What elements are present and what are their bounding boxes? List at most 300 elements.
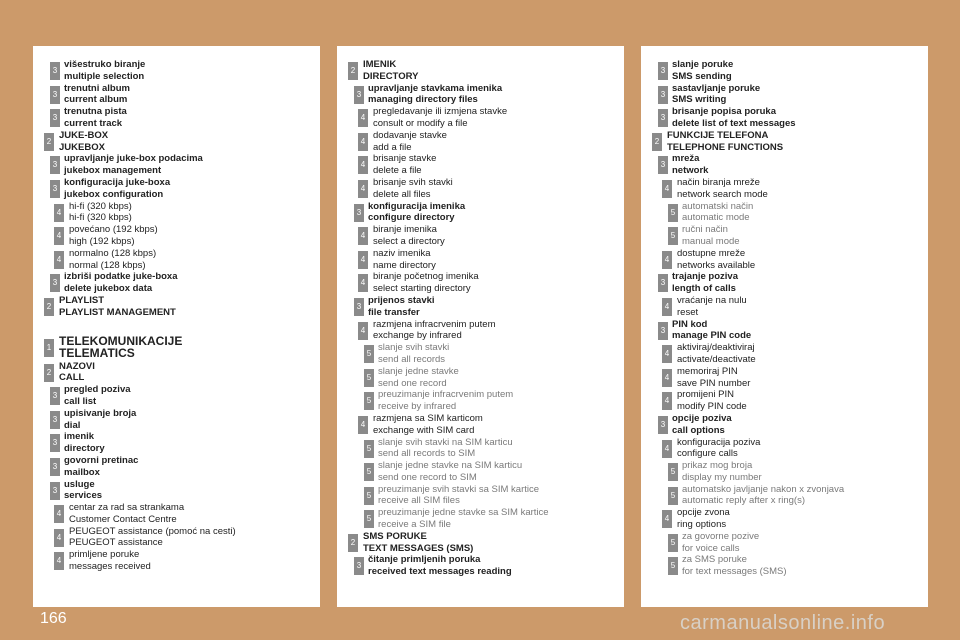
entry-line-english: current album (64, 94, 128, 106)
entry-text (682, 201, 928, 225)
menu-entry (337, 248, 624, 272)
menu-entry (337, 59, 624, 83)
level-badge: 3 (658, 62, 668, 80)
menu-entry (337, 83, 624, 107)
entry-line-english: call list (64, 395, 97, 407)
entry-line-local: upravljanje stavkama imenika (368, 82, 503, 94)
entry-line-local: za govorne pozive (682, 530, 760, 542)
entry-line-local: preuzimanje infracrvenim putem (378, 389, 514, 401)
entry-line-english: manage PIN code (672, 330, 752, 342)
menu-entry (337, 177, 624, 201)
entry-line-english: send one record to SIM (378, 471, 477, 483)
menu-entry (641, 224, 928, 248)
menu-entry (33, 271, 320, 295)
entry-text (672, 153, 928, 177)
level-badge: 3 (50, 434, 60, 452)
entry-line-local: razmjena sa SIM karticom (373, 412, 483, 424)
level-badge: 3 (50, 86, 60, 104)
entry-line-local: trenutni album (64, 82, 130, 94)
level-badge: 5 (668, 487, 678, 505)
menu-entry (337, 271, 624, 295)
menu-entry (337, 224, 624, 248)
entry-line-local: izbriši podatke juke-boxa (64, 271, 178, 283)
entry-text (368, 295, 624, 319)
entry-text (64, 384, 320, 408)
entry-line-english: directory (64, 443, 105, 455)
entry-line-english: TELEPHONE FUNCTIONS (667, 141, 784, 153)
entry-line-english: dial (64, 419, 81, 431)
entry-line-english: Customer Contact Centre (69, 513, 177, 525)
menu-entry (641, 366, 928, 390)
entry-line-english: select a directory (373, 235, 445, 247)
level-badge: 3 (658, 109, 668, 127)
level-badge: 4 (358, 251, 368, 269)
level-badge: 2 (348, 62, 358, 80)
menu-column-1 (33, 46, 320, 607)
entry-text (59, 361, 320, 385)
level-badge: 5 (668, 557, 678, 575)
entry-line-local: mreža (672, 153, 700, 165)
menu-entry (641, 437, 928, 461)
level-badge: 4 (54, 505, 64, 523)
entry-line-local: imenik (64, 431, 95, 443)
menu-entry (337, 153, 624, 177)
entry-line-english: networks available (677, 259, 756, 271)
menu-entry (337, 484, 624, 508)
menu-entry (33, 59, 320, 83)
entry-text (677, 342, 928, 366)
level-badge: 4 (662, 251, 672, 269)
level-badge: 3 (658, 274, 668, 292)
entry-text (373, 319, 624, 343)
entry-text (677, 507, 928, 531)
entry-text (672, 59, 928, 83)
entry-line-english: length of calls (672, 283, 736, 295)
entry-line-english: network search mode (677, 188, 768, 200)
entry-line-english: modify PIN code (677, 401, 747, 413)
entry-line-local: trenutna pista (64, 106, 127, 118)
entry-line-english: hi-fi (320 kbps) (69, 212, 132, 224)
menu-entry (641, 271, 928, 295)
menu-entry (33, 295, 320, 319)
entry-line-local: centar za rad sa strankama (69, 502, 185, 514)
entry-text (69, 248, 320, 272)
watermark: carmanualsonline.info (680, 612, 886, 634)
entry-line-local: PLAYLIST (59, 294, 105, 306)
entry-text (682, 554, 928, 578)
entry-line-local: IMENIK (363, 59, 397, 70)
entry-line-local: način biranja mreže (677, 176, 760, 188)
entry-line-local: upisivanje broja (64, 407, 137, 419)
entry-text (64, 479, 320, 503)
entry-text (363, 59, 624, 83)
level-badge: 2 (44, 364, 54, 382)
entry-line-english: delete a file (373, 165, 422, 177)
entry-text (677, 366, 928, 390)
level-badge: 5 (668, 227, 678, 245)
menu-entry (337, 531, 624, 555)
menu-entry (33, 455, 320, 479)
menu-entry (33, 153, 320, 177)
level-badge: 4 (54, 552, 64, 570)
entry-line-english: configure calls (677, 448, 738, 460)
level-badge: 4 (662, 369, 672, 387)
level-badge: 3 (50, 62, 60, 80)
level-badge: 3 (354, 204, 364, 222)
menu-entry (33, 361, 320, 385)
level-badge: 3 (50, 156, 60, 174)
entry-line-local: opcije zvona (677, 507, 730, 519)
menu-entry (33, 224, 320, 248)
entry-line-local: opcije poziva (672, 412, 732, 424)
level-badge: 4 (358, 109, 368, 127)
menu-entry (337, 554, 624, 578)
level-badge: 5 (364, 440, 374, 458)
entry-line-english: multiple selection (64, 70, 145, 82)
entry-line-local: promijeni PIN (677, 389, 735, 401)
entry-line-english: mailbox (64, 466, 100, 478)
entry-line-local: FUNKCIJE TELEFONA (667, 129, 769, 141)
entry-line-local: SMS PORUKE (363, 530, 427, 542)
entry-line-local: TELEKOMUNIKACIJE (59, 333, 183, 348)
entry-text (59, 130, 320, 154)
menu-entry (641, 201, 928, 225)
menu-entry (641, 484, 928, 508)
entry-line-english: name directory (373, 259, 436, 271)
entry-text (378, 460, 624, 484)
menu-entry (641, 389, 928, 413)
entry-line-english: call options (672, 424, 725, 436)
entry-line-english: PEUGEOT assistance (69, 537, 163, 549)
entry-line-english: SMS sending (672, 70, 732, 82)
menu-entry (337, 507, 624, 531)
level-badge: 4 (358, 133, 368, 151)
entry-line-local: naziv imenika (373, 247, 431, 259)
entry-text (373, 130, 624, 154)
entry-line-local: normalno (128 kbps) (69, 247, 157, 259)
entry-text (672, 271, 928, 295)
level-badge: 4 (358, 180, 368, 198)
menu-entry (641, 531, 928, 555)
entry-text (677, 295, 928, 319)
entry-line-english: select starting directory (373, 283, 471, 295)
entry-line-local: konfiguracija juke-boxa (64, 176, 171, 188)
entry-line-local: aktiviraj/deaktiviraj (677, 342, 755, 354)
entry-line-english: DIRECTORY (363, 70, 419, 82)
menu-entry (337, 389, 624, 413)
level-badge: 5 (364, 369, 374, 387)
entry-text (64, 431, 320, 455)
entry-line-local: preuzimanje svih stavki sa SIM kartice (378, 483, 540, 495)
menu-entry (641, 106, 928, 130)
entry-text (682, 531, 928, 555)
menu-entry (33, 335, 320, 359)
entry-line-local: slanje poruke (672, 59, 734, 70)
entry-text (677, 389, 928, 413)
entry-text (64, 177, 320, 201)
level-badge: 4 (358, 227, 368, 245)
entry-text (378, 484, 624, 508)
menu-entry (33, 201, 320, 225)
entry-line-local: brisanje stavke (373, 153, 437, 165)
entry-line-local: automatsko javljanje nakon x zvonjava (682, 483, 845, 495)
entry-text (59, 295, 320, 319)
entry-line-english: activate/deactivate (677, 353, 756, 365)
entry-line-local: primljene poruke (69, 549, 140, 561)
entry-line-local: povećano (192 kbps) (69, 224, 158, 236)
level-badge: 3 (354, 557, 364, 575)
entry-text (373, 413, 624, 437)
entry-line-local: pregledavanje ili izmjena stavke (373, 106, 508, 118)
entry-line-english: automatic reply after x ring(s) (682, 495, 806, 507)
level-badge: 3 (50, 411, 60, 429)
entry-text (682, 460, 928, 484)
menu-entry (641, 248, 928, 272)
entry-text (378, 507, 624, 531)
entry-line-english: network (672, 165, 709, 177)
entry-text (373, 106, 624, 130)
entry-text (64, 455, 320, 479)
entry-line-english: display my number (682, 471, 762, 483)
entry-line-english: send all records to SIM (378, 448, 476, 460)
entry-line-local: brisanje popisa poruka (672, 106, 776, 118)
entry-line-local: PEUGEOT assistance (pomoć na cesti) (69, 525, 236, 537)
entry-line-english: consult or modify a file (373, 117, 468, 129)
level-badge: 4 (662, 510, 672, 528)
menu-entry (33, 408, 320, 432)
entry-line-english: SMS writing (672, 94, 727, 106)
entry-text (682, 484, 928, 508)
level-badge: 3 (658, 322, 668, 340)
menu-entry (337, 295, 624, 319)
entry-line-local: NAZOVI (59, 360, 95, 372)
entry-line-local: dostupne mreže (677, 247, 746, 259)
entry-text (64, 408, 320, 432)
menu-entry (337, 201, 624, 225)
menu-entry (641, 153, 928, 177)
menu-column-2 (337, 46, 624, 607)
entry-text (64, 59, 320, 83)
level-badge: 4 (54, 251, 64, 269)
entry-line-english: CALL (59, 372, 85, 384)
entry-line-local: preuzimanje jedne stavke sa SIM kartice (378, 507, 549, 519)
entry-line-english: automatic mode (682, 212, 750, 224)
level-badge: 4 (358, 416, 368, 434)
entry-line-english: TELEMATICS (59, 345, 135, 360)
menu-entry (641, 130, 928, 154)
menu-entry (641, 507, 928, 531)
entry-line-local: PIN kod (672, 318, 708, 330)
level-badge: 4 (662, 440, 672, 458)
entry-line-english: manual mode (682, 235, 740, 247)
level-badge: 3 (658, 416, 668, 434)
menu-entry (337, 319, 624, 343)
entry-line-english: current track (64, 117, 123, 129)
level-badge: 5 (364, 463, 374, 481)
menu-entry (33, 384, 320, 408)
menu-entry (33, 83, 320, 107)
entry-text (373, 248, 624, 272)
level-badge: 3 (50, 274, 60, 292)
menu-entry (33, 502, 320, 526)
menu-entry (641, 59, 928, 83)
entry-line-local: slanje svih stavki na SIM karticu (378, 436, 513, 448)
entry-text (69, 502, 320, 526)
entry-line-english: JUKEBOX (59, 141, 105, 153)
entry-text (64, 153, 320, 177)
entry-line-local: JUKE-BOX (59, 129, 109, 141)
entry-line-english: reset (677, 306, 699, 318)
menu-entry (33, 479, 320, 503)
entry-line-english: messages received (69, 561, 151, 573)
entry-text (682, 224, 928, 248)
level-badge: 3 (658, 156, 668, 174)
entry-text (672, 106, 928, 130)
level-badge: 3 (50, 387, 60, 405)
entry-line-english: send one record (378, 377, 447, 389)
level-badge: 1 (44, 339, 54, 357)
menu-entry (337, 437, 624, 461)
entry-text (373, 177, 624, 201)
entry-text (64, 106, 320, 130)
entry-line-local: konfiguracija poziva (677, 436, 761, 448)
entry-line-english: services (64, 490, 103, 502)
level-badge: 3 (354, 86, 364, 104)
menu-entry (337, 342, 624, 366)
entry-line-english: receive by infrared (378, 401, 457, 413)
entry-text (368, 83, 624, 107)
entry-line-local: biranje početnog imenika (373, 271, 479, 283)
level-badge: 5 (364, 345, 374, 363)
level-badge: 4 (662, 298, 672, 316)
level-badge: 3 (50, 458, 60, 476)
level-badge: 4 (54, 227, 64, 245)
entry-line-local: usluge (64, 478, 95, 490)
level-badge: 4 (54, 529, 64, 547)
entry-text (69, 549, 320, 573)
entry-line-english: high (192 kbps) (69, 235, 135, 247)
level-badge: 3 (658, 86, 668, 104)
level-badge: 4 (662, 180, 672, 198)
entry-line-local: hi-fi (320 kbps) (69, 200, 132, 212)
menu-entry (33, 130, 320, 154)
menu-entry (33, 177, 320, 201)
menu-entry (33, 526, 320, 550)
level-badge: 5 (364, 510, 374, 528)
entry-line-english: for text messages (SMS) (682, 566, 787, 578)
entry-text (677, 248, 928, 272)
entry-text (59, 335, 320, 359)
level-badge: 3 (354, 298, 364, 316)
entry-line-english: delete all files (373, 188, 431, 200)
entry-line-english: send all records (378, 353, 446, 365)
level-badge: 4 (54, 204, 64, 222)
entry-text (69, 201, 320, 225)
entry-line-english: configure directory (368, 212, 455, 224)
entry-text (672, 83, 928, 107)
entry-line-english: for voice calls (682, 542, 740, 554)
level-badge: 3 (50, 109, 60, 127)
entry-text (373, 153, 624, 177)
entry-text (69, 526, 320, 550)
level-badge: 4 (358, 274, 368, 292)
menu-entry (33, 431, 320, 455)
menu-entry (641, 342, 928, 366)
entry-line-local: prijenos stavki (368, 294, 435, 306)
entry-line-english: exchange by infrared (373, 330, 462, 342)
menu-entry (337, 106, 624, 130)
entry-line-english: file transfer (368, 306, 420, 318)
entry-text (373, 271, 624, 295)
entry-line-local: biranje imenika (373, 224, 437, 236)
level-badge: 2 (44, 133, 54, 151)
entry-text (378, 366, 624, 390)
entry-line-local: slanje jedne stavke (378, 365, 459, 377)
entry-line-local: slanje jedne stavke na SIM karticu (378, 460, 523, 472)
menu-entry (641, 413, 928, 437)
level-badge: 5 (668, 463, 678, 481)
entry-line-local: konfiguracija imenika (368, 200, 466, 212)
entry-line-local: trajanje poziva (672, 271, 738, 283)
entry-line-english: delete list of text messages (672, 117, 796, 129)
entry-line-local: memoriraj PIN (677, 365, 738, 377)
entry-line-english: normal (128 kbps) (69, 259, 146, 271)
entry-line-english: receive a SIM file (378, 519, 451, 531)
entry-line-english: ring options (677, 519, 727, 531)
entry-line-local: razmjena infracrvenim putem (373, 318, 496, 330)
level-badge: 3 (50, 482, 60, 500)
entry-text (677, 437, 928, 461)
entry-text (363, 531, 624, 555)
level-badge: 2 (652, 133, 662, 151)
menu-entry (641, 295, 928, 319)
entry-text (368, 554, 624, 578)
entry-line-local: upravljanje juke-box podacima (64, 153, 203, 165)
entry-text (677, 177, 928, 201)
entry-line-local: brisanje svih stavki (373, 176, 453, 188)
entry-line-local: sastavljanje poruke (672, 82, 761, 94)
page-number: 166 (40, 610, 67, 627)
entry-text (368, 201, 624, 225)
entry-text (378, 342, 624, 366)
menu-entry (337, 366, 624, 390)
level-badge: 2 (348, 534, 358, 552)
entry-text (378, 437, 624, 461)
entry-line-local: slanje svih stavki (378, 342, 450, 354)
entry-line-local: višestruko biranje (64, 59, 146, 70)
level-badge: 4 (662, 345, 672, 363)
menu-entry (337, 130, 624, 154)
entry-line-local: ručni način (682, 224, 728, 236)
entry-line-english: jukebox configuration (64, 188, 164, 200)
level-badge: 5 (364, 392, 374, 410)
entry-line-english: jukebox management (64, 165, 162, 177)
entry-line-local: za SMS poruke (682, 554, 747, 566)
menu-entry (641, 554, 928, 578)
entry-line-english: exchange with SIM card (373, 424, 475, 436)
entry-line-english: TEXT MESSAGES (SMS) (363, 542, 474, 554)
entry-line-english: PLAYLIST MANAGEMENT (59, 306, 176, 318)
entry-line-local: govorni pretinac (64, 454, 139, 466)
entry-text (373, 224, 624, 248)
menu-entry (641, 460, 928, 484)
entry-line-english: received text messages reading (368, 566, 512, 578)
entry-line-english: receive all SIM files (378, 495, 460, 507)
entry-text (64, 271, 320, 295)
level-badge: 5 (668, 204, 678, 222)
entry-line-local: vraćanje na nulu (677, 294, 747, 306)
level-badge: 2 (44, 298, 54, 316)
